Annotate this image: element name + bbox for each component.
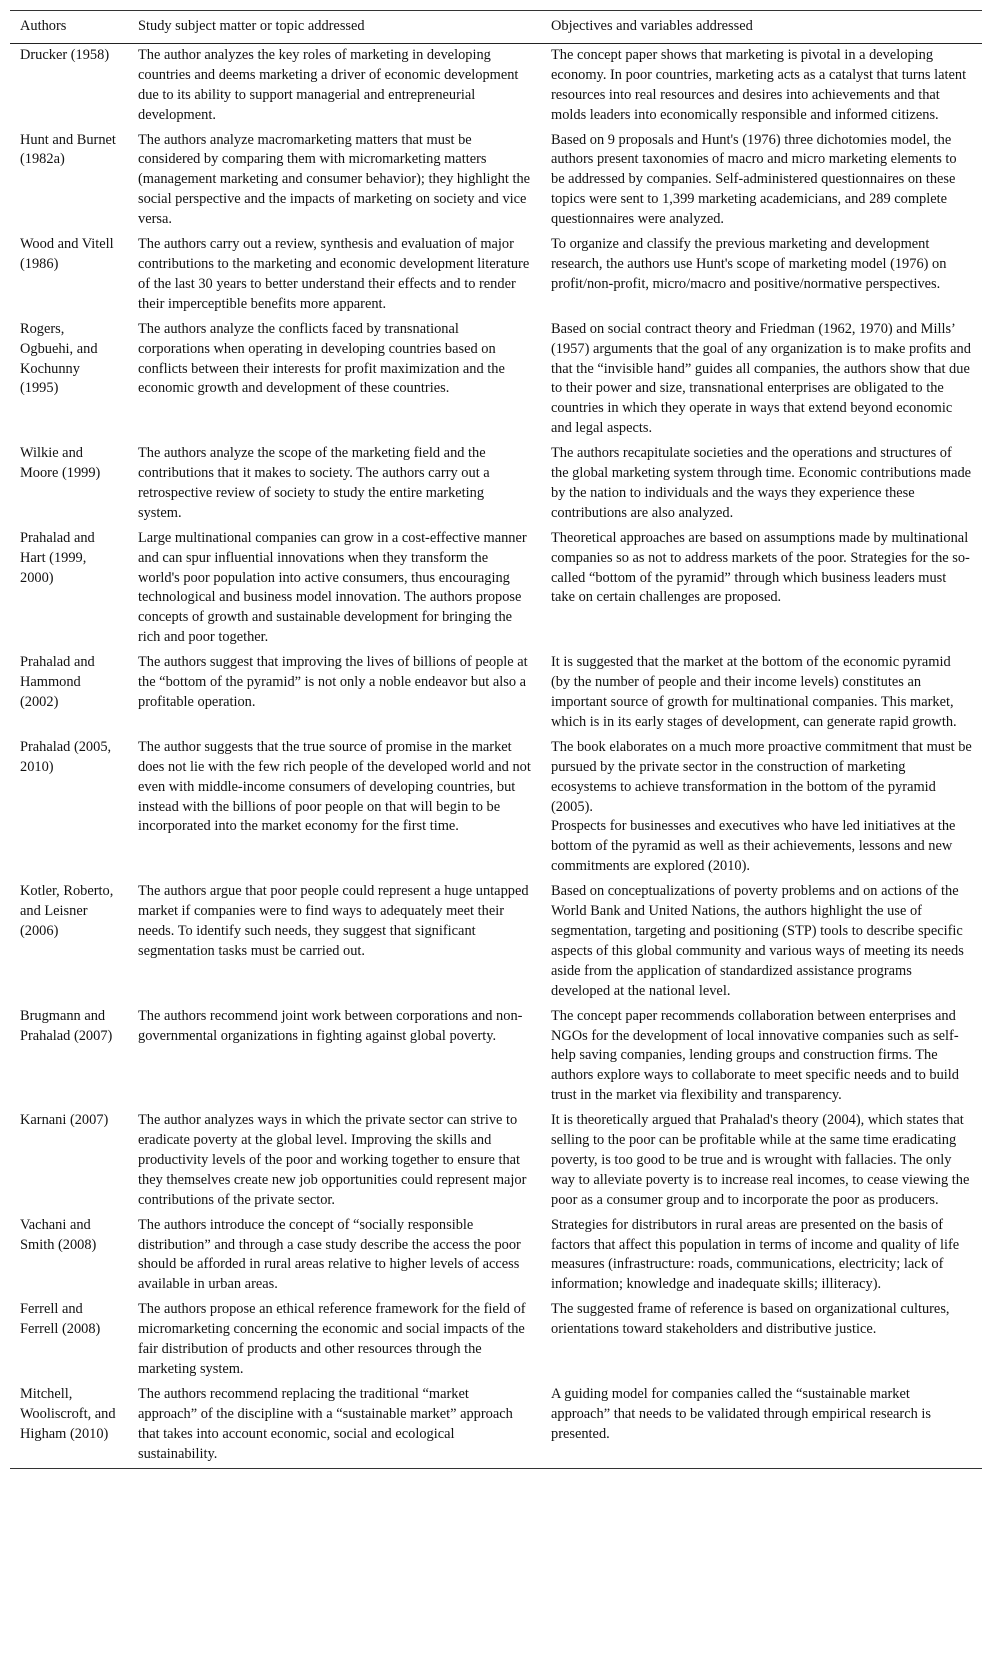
- table-row: [10, 527, 982, 651]
- cell-authors: Prahalad and Hart (1999, 2000): [20, 529, 95, 586]
- cell-objectives: The concept paper shows that marketing is pivotal in a developing economy. In poor countries, marketing acts as a catalyst that turns latent resources into real resources and desires into achievements and that molds leaders into economically responsible and informed citizens.: [551, 46, 967, 123]
- cell-authors: Karnani (2007): [20, 1112, 109, 1129]
- cell-authors: Kotler, Roberto, and Leisner (2006): [20, 883, 114, 939]
- cell-authors: Mitchell, Wooliscroft, and Higham (2010): [10, 1383, 128, 1468]
- cell-authors: Prahalad and Hammond (2002): [20, 654, 95, 710]
- table-row: [10, 318, 982, 442]
- cell-authors: Wood and Vitell (1986): [20, 236, 114, 272]
- table-row: [10, 651, 982, 736]
- table-row: [10, 880, 982, 1004]
- table-row: [10, 1383, 982, 1468]
- cell-authors: Wilkie and Moore (1999): [20, 445, 101, 482]
- table-row: [10, 1109, 982, 1214]
- cell-authors: Prahalad (2005, 2010): [20, 738, 112, 775]
- cell-subject: The authors recommend joint work between corporations and non-governmental organizations in fighting against global poverty.: [138, 1007, 523, 1044]
- literature-review-table-container: [10, 10, 982, 1469]
- table-row: [10, 1005, 982, 1110]
- cell-objectives: Based on social contract theory and Friedman (1962, 1970) and Mills’ (1957) arguments that the goal of any organization is to make profits and that the “invisible hand” guides all companies, the authors show that due to their power and size, transnational enterprises are obligated to the countries in which they operate in ways that extend beyond economic and legal aspects.: [551, 320, 971, 437]
- cell-objectives: Theoretical approaches are based on assumptions made by multinational companies so as not to address markets of the poor. Strategies for the so-called “bottom of the pyramid” through which business leaders must take on certain challenges are proposed.: [551, 529, 970, 606]
- table-row: [10, 442, 982, 527]
- cell-subject: The authors argue that poor people could represent a huge untapped market if companies were to find ways to adequately meet their needs. To identify such needs, they suggest that significant segmentation tasks must be carried out.: [138, 883, 529, 959]
- cell-objectives: A guiding model for companies called the “sustainable market approach” that needs to be validated through empirical research is presented.: [541, 1383, 982, 1468]
- header-objectives: Objectives and variables addressed: [541, 11, 982, 44]
- cell-subject: The authors carry out a review, synthesis and evaluation of major contributions to the marketing and economic development literature of the last 30 years to better understand their effects and to render their imperceptible benefits more apparent.: [138, 236, 530, 312]
- cell-subject: The authors analyze the conflicts faced by transnational corporations when operating in developing countries based on conflicts between their interests for profit maximization and the economic growth and development of these countries.: [138, 320, 505, 397]
- table-row: [10, 1214, 982, 1299]
- cell-objectives: The concept paper recommends collaboration between enterprises and NGOs for the development of local innovative companies such as self-help saving companies, lending groups and construction firms. The authors explore ways to collaborate to meet specific needs and to build trust in the market via flexibility and transparency.: [551, 1007, 960, 1104]
- cell-subject: Large multinational companies can grow in a cost-effective manner and can spur influential innovations when they transform the world's poor population into active consumers, thus encouraging technological and business model innovation. The authors propose concepts of growth and sustainable development for bringing the rich and poor together.: [138, 529, 527, 646]
- cell-authors: Brugmann and Prahalad (2007): [20, 1007, 113, 1044]
- cell-subject: The author analyzes ways in which the private sector can strive to eradicate poverty at the global level. Improving the skills and productivity levels of the poor and working together to ensure that they themselves create new job opportunities could represent major contributions of the private sector.: [138, 1112, 527, 1208]
- objectives-paragraph: The book elaborates on a much more proactive commitment that must be pursued by the private sector in the construction of marketing ecosystems to achieve transformation in the bottom of the pyramid (2005).: [551, 738, 972, 815]
- cell-authors: Drucker (1958): [20, 46, 110, 63]
- cell-subject: The authors introduce the concept of “socially responsible distribution” and through a case study describe the access the poor should be afforded in rural areas relative to higher levels of access available in urban areas.: [138, 1216, 521, 1293]
- cell-subject: The authors propose an ethical reference framework for the field of micromarketing concerning the economic and social impacts of the fair distribution of products and other resources through the marketing system.: [138, 1301, 526, 1377]
- cell-subject: The authors analyze the scope of the marketing field and the contributions that it makes to society. The authors carry out a retrospective review of society to study the entire marketing system.: [138, 445, 490, 521]
- header-study-subject: Study subject matter or topic addressed: [128, 11, 541, 44]
- table-row: [10, 43, 982, 128]
- cell-subject: The author analyzes the key roles of marketing in developing countries and deems marketing a driver of economic development due to its ability to support managerial and entrepreneurial development.: [138, 46, 519, 123]
- literature-review-table: [10, 10, 982, 1469]
- header-row: [10, 11, 982, 44]
- cell-objectives: It is theoretically argued that Prahalad's theory (2004), which states that selling to the poor can be profitable while at the same time eradicating poverty, is too good to be true and is wrought with fallacies. The only way to alleviate poverty is to increase real incomes, to cease viewing the poor as a consumer group and to incorporate the poor as producers.: [551, 1112, 970, 1208]
- table-header: [10, 11, 982, 44]
- table-row: [10, 1298, 982, 1383]
- cell-subject: The authors suggest that improving the lives of billions of people at the “bottom of the pyramid” is not only a noble endeavor but also a profitable operation.: [138, 654, 528, 710]
- cell-objectives: [541, 736, 982, 880]
- cell-objectives: Strategies for distributors in rural areas are presented on the basis of factors that affect this population in terms of income and quality of life measures (infrastructure: roads, communications, electricity; lack of information; knowledge and inadequate skills; illiteracy).: [551, 1216, 960, 1293]
- cell-objectives: Based on conceptualizations of poverty problems and on actions of the World Bank and United Nations, the authors highlight the use of segmentation, targeting and positioning (STP) tools to describe specific aspects of this global community and various ways of meeting its needs aside from the application of standardized assistance programs developed at the national level.: [551, 883, 964, 999]
- objectives-paragraph: Prospects for businesses and executives who have led initiatives at the bottom of the pyramid as well as their achievements, lessons and new commitments are explored (2010).: [551, 818, 956, 875]
- table-row: [10, 129, 982, 234]
- cell-authors: Hunt and Burnet (1982a): [20, 131, 116, 168]
- cell-objectives: It is suggested that the market at the bottom of the economic pyramid (by the number of people and their income levels) constitutes an important source of growth for multinational companies. This market, which is in its early stages of development, can generate rapid growth.: [551, 654, 957, 730]
- table-row: [10, 233, 982, 318]
- table-row: [10, 736, 982, 880]
- cell-authors: Vachani and Smith (2008): [20, 1216, 97, 1253]
- cell-subject: The authors analyze macromarketing matters that must be considered by comparing them with micromarketing matters (management marketing and consumer behavior); they highlight the social perspective and the impacts of marketing on society and vice versa.: [138, 131, 531, 228]
- cell-objectives: The suggested frame of reference is based on organizational cultures, orientations toward stakeholders and distributive justice.: [551, 1301, 950, 1338]
- cell-objectives: To organize and classify the previous marketing and development research, the authors use Hunt's scope of marketing model (1976) on profit/non-profit, micro/macro and positive/normative perspectives.: [551, 236, 947, 292]
- cell-subject: The author suggests that the true source of promise in the market does not lie with the few rich people of the developed world and not even with middle-income consumers of developing countries, but instead with the billions of poor people on that will begin to be incorporated into the market economy for the first time.: [138, 738, 531, 835]
- cell-objectives: Based on 9 proposals and Hunt's (1976) three dichotomies model, the authors present taxonomies of macro and micro marketing elements to be addressed by companies. Self-administered questionnaires on these topics were sent to 1,399 marketing academicians, and 289 complete questionnaires were analyzed.: [551, 131, 957, 228]
- header-authors: Authors: [10, 11, 128, 44]
- table-body: [10, 43, 982, 1468]
- cell-subject: The authors recommend replacing the traditional “market approach” of the discipline with a “sustainable market” approach that takes into account economic, social and ecological sustainability.: [128, 1383, 541, 1468]
- cell-authors: Rogers, Ogbuehi, and Kochunny (1995): [20, 320, 98, 397]
- cell-authors: Ferrell and Ferrell (2008): [20, 1301, 101, 1338]
- cell-objectives: The authors recapitulate societies and the operations and structures of the global marketing system through time. Economic contributions made by the nation to individuals and the ways they experience these contributions are also analyzed.: [551, 445, 972, 521]
